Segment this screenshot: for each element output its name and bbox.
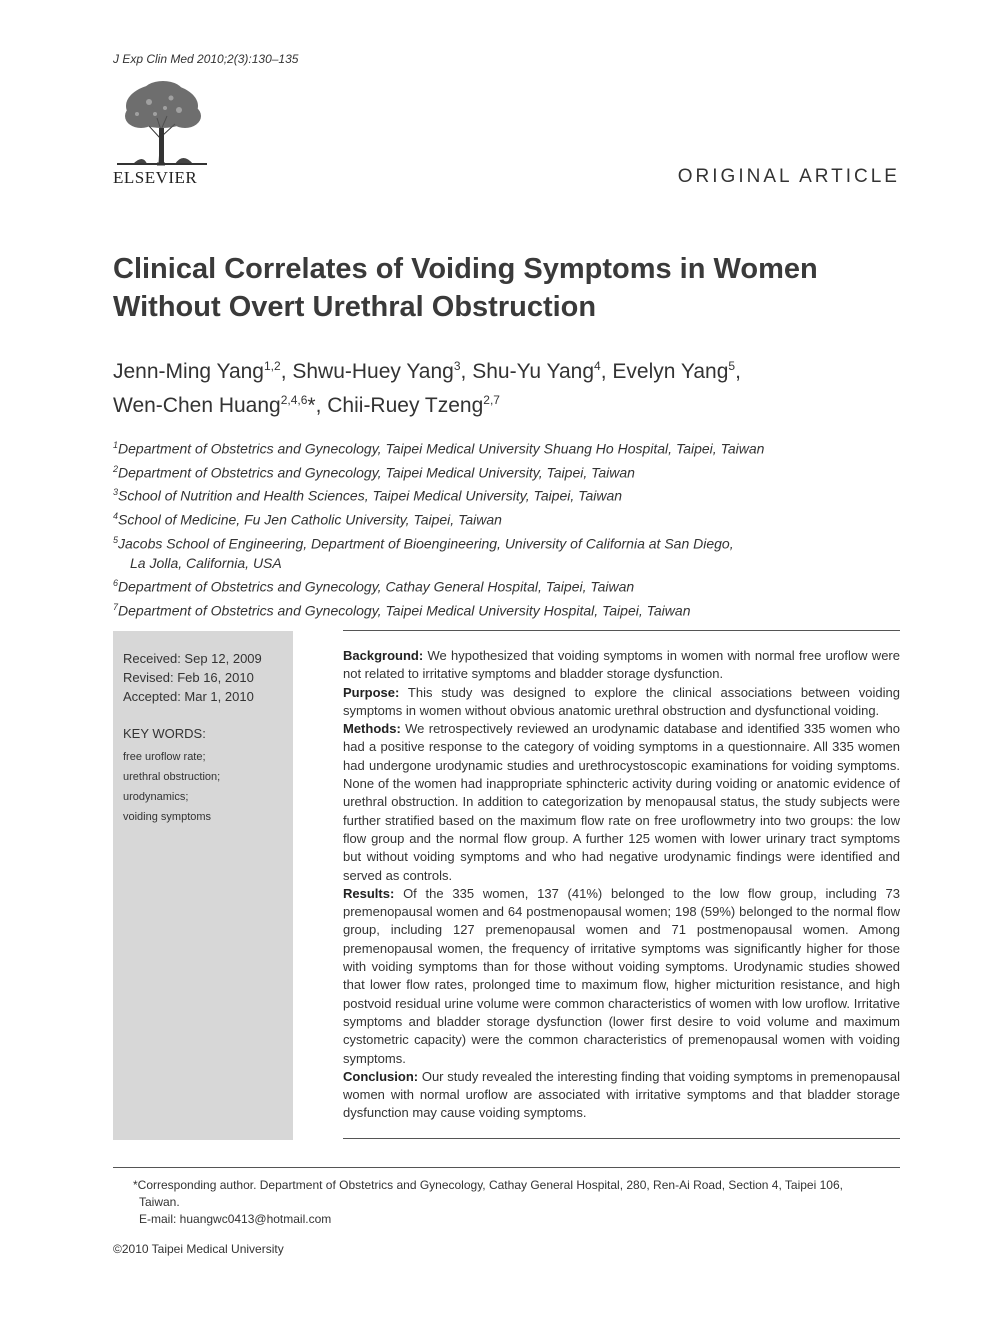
affiliation-text: School of Medicine, Fu Jen Catholic University, Taipei, Taiwan bbox=[118, 511, 502, 528]
author-affil-marker: 2,7 bbox=[483, 393, 500, 407]
keyword-item: free uroflow rate; bbox=[123, 751, 206, 763]
keyword-item: urethral obstruction; bbox=[123, 771, 221, 783]
affiliation-number: 4 bbox=[113, 510, 119, 521]
keywords-heading: KEY WORDS: bbox=[123, 726, 206, 741]
affiliation-item bbox=[113, 482, 913, 506]
author-affil-marker: 2,4,6 bbox=[280, 393, 308, 407]
affiliation-item bbox=[113, 573, 913, 597]
article-dates bbox=[123, 649, 262, 706]
section-text: Our study revealed the interesting finding that voiding symptoms in premenopausal women with normal uroflow are associated with irritative symptoms and that bladder storage dysfunction may cause voiding symptoms. bbox=[343, 1068, 900, 1121]
publisher-name: ELSEVIER bbox=[113, 168, 198, 187]
abstract-bottom-rule bbox=[343, 1138, 900, 1139]
affiliation-number: 7 bbox=[113, 601, 119, 612]
author-list bbox=[113, 352, 913, 420]
received-date: Received: Sep 12, 2009 bbox=[123, 651, 262, 666]
corresponding-author-footnote bbox=[133, 1177, 893, 1228]
author-separator: , bbox=[735, 360, 741, 383]
footnote-rule bbox=[113, 1167, 900, 1168]
elsevier-tree-icon bbox=[113, 78, 211, 166]
keywords-list bbox=[123, 747, 220, 827]
affiliation-text: Department of Obstetrics and Gynecology, Taipei Medical University Shuang Ho Hospital, Taipei, Taiwan bbox=[118, 440, 765, 457]
affiliation-item bbox=[113, 530, 913, 554]
author-affil-marker: 5 bbox=[728, 359, 736, 373]
affiliation-list bbox=[113, 435, 913, 621]
affiliation-number: 3 bbox=[113, 487, 119, 498]
corresponding-email: E-mail: huangwc0413@hotmail.com bbox=[139, 1212, 332, 1226]
publisher-logo bbox=[113, 78, 211, 188]
section-label: Methods: bbox=[343, 721, 401, 737]
author-name: Evelyn Yang bbox=[612, 360, 729, 383]
copyright-notice: ©2010 Taipei Medical University bbox=[113, 1242, 284, 1256]
accepted-date: Accepted: Mar 1, 2010 bbox=[123, 689, 254, 704]
abstract-conclusion bbox=[343, 1068, 900, 1123]
journal-citation: J Exp Clin Med 2010;2(3):130–135 bbox=[113, 52, 299, 66]
footnote-line: *Corresponding author. Department of Obstetrics and Gynecology, Cathay General Hospital, 280, Ren-Ai Road, Section 4, Taipei 106, bbox=[133, 1178, 843, 1192]
article-info-sidebar bbox=[113, 631, 293, 1140]
author-separator: *, bbox=[307, 394, 328, 417]
abstract-top-rule bbox=[343, 630, 900, 631]
author-name: Chii-Ruey Tzeng bbox=[327, 394, 484, 417]
revised-date: Revised: Feb 16, 2010 bbox=[123, 670, 254, 685]
author-affil-marker: 4 bbox=[594, 359, 601, 373]
author-affil-marker: 1,2 bbox=[264, 359, 281, 373]
section-label: Conclusion: bbox=[343, 1068, 419, 1084]
section-text: This study was designed to explore the clinical associations between voiding symptoms in women without obvious anatomic urethral obstruction and dysfunctional voiding. bbox=[343, 684, 900, 718]
affiliation-number: 2 bbox=[113, 463, 119, 474]
affiliation-number: 5 bbox=[113, 534, 119, 545]
section-text: We hypothesized that voiding symptoms in women with normal free uroflow were not related to irritative symptoms and bladder storage dysfunction. bbox=[343, 648, 900, 682]
affiliation-text: Department of Obstetrics and Gynecology, Taipei Medical University, Taipei, Taiwan bbox=[118, 464, 635, 481]
author-separator: , bbox=[280, 360, 293, 383]
affiliation-text: Department of Obstetrics and Gynecology, Cathay General Hospital, Taipei, Taiwan bbox=[118, 578, 635, 595]
affiliation-continuation: La Jolla, California, USA bbox=[130, 555, 282, 572]
keyword-item: urodynamics; bbox=[123, 791, 189, 803]
affiliation-number: 6 bbox=[113, 578, 119, 589]
keyword-item: voiding symptoms bbox=[123, 811, 212, 823]
abstract-results bbox=[343, 885, 900, 1068]
section-label: Results: bbox=[343, 885, 395, 901]
affiliation-item bbox=[113, 506, 913, 530]
section-text: Of the 335 women, 137 (41%) belonged to the low flow group, including 73 premenopausal women and 64 postmenopausal women; 198 (59%) belonged to the normal flow group, including 127 premenopausal women and 71 postmenopausal women. Among premenopausal women, the frequency of irritative symptoms was significantly higher for those with voiding symptoms than for those without voiding symptoms. Urodynamic studies showed that lower flow rates, prolonged time to maximum flow, higher micturition resistance, and high postvoid residual urine volume were common characteristics of women with low uroflow. Irritative symptoms and bladder storage dysfunction (lower first desire to void volume and maximum cystometric capacity) were the common characteristics of premenopausal women with voiding symptoms. bbox=[343, 885, 900, 1066]
affiliation-number: 1 bbox=[113, 440, 119, 450]
affiliation-item bbox=[113, 597, 913, 621]
affiliation-text: Department of Obstetrics and Gynecology, Taipei Medical University Hospital, Taipei, Taiwan bbox=[118, 602, 691, 619]
abstract-purpose bbox=[343, 684, 900, 721]
author-name: Wen-Chen Huang bbox=[113, 394, 281, 417]
article-type: ORIGINAL ARTICLE bbox=[677, 166, 900, 187]
author-separator: , bbox=[460, 360, 473, 383]
author-name: Shu-Yu Yang bbox=[472, 360, 595, 383]
affiliation-item bbox=[113, 459, 913, 483]
section-label: Purpose: bbox=[343, 684, 400, 700]
section-text: We retrospectively reviewed an urodynamic database and identified 335 women who had a positive response to the category of voiding symptoms in a questionnaire. All 335 women had undergone urodynamic studies and urethrocystoscopic examinations for voiding symptoms. None of the women had inappropriate sphincteric activity during voiding or anatomic evidence of urethral obstruction. In addition to categorization by menopausal status, the study subjects were further stratified based on the maximum flow rate on free uroflowmetry into two groups: the low flow group and the normal flow group. A further 125 women with lower urinary tract symptoms but without voiding symptoms and who had negative urodynamic findings were identified and served as controls. bbox=[343, 721, 900, 883]
abstract-methods bbox=[343, 720, 900, 885]
abstract bbox=[343, 647, 900, 1123]
footnote-line: Taiwan. bbox=[139, 1195, 180, 1209]
author-affil-marker: 3 bbox=[453, 359, 461, 373]
abstract-background bbox=[343, 647, 900, 684]
author-separator: , bbox=[600, 360, 613, 383]
affiliation-text: School of Nutrition and Health Sciences, Taipei Medical University, Taipei, Taiwan bbox=[118, 487, 623, 504]
affiliation-text: Jacobs School of Engineering, Department of Bioengineering, University of California at San Diego, bbox=[118, 535, 734, 552]
section-label: Background: bbox=[343, 648, 424, 663]
article-title: Clinical Correlates of Voiding Symptoms in Women Without Overt Urethral Obstruction bbox=[113, 253, 818, 323]
author-name: Shwu-Huey Yang bbox=[292, 360, 454, 383]
author-name: Jenn-Ming Yang bbox=[113, 360, 264, 383]
affiliation-item bbox=[113, 435, 913, 459]
